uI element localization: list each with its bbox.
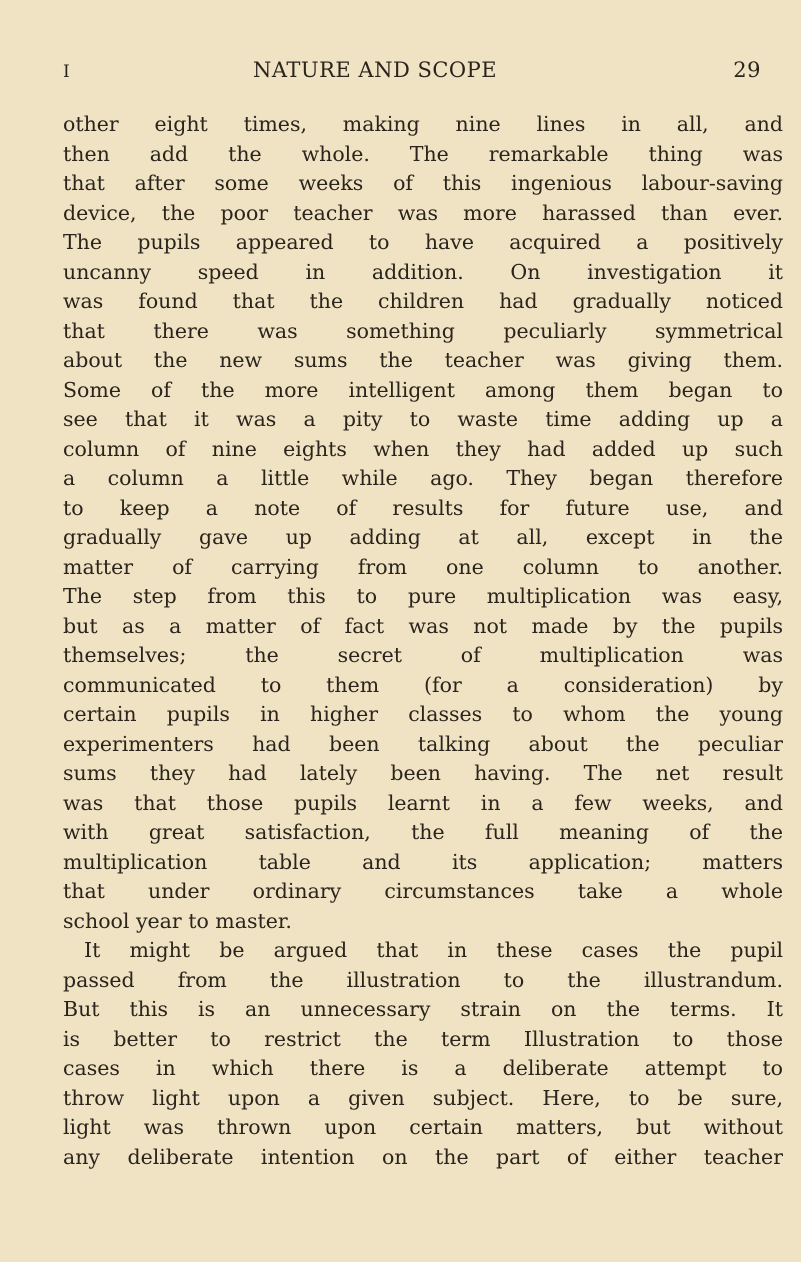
text-line: light was thrown upon certain matters, but without [63,1115,783,1139]
text-line: then add the whole. The remarkable thing was [63,141,783,166]
text-line: device, the poor teacher was more harassed than ever. [63,200,783,225]
page-number: 29 [733,58,761,82]
text-line: The step from this to pure multiplication was easy, [63,584,783,608]
text-line: communicated to them (for a consideration) by [63,672,783,697]
text-line: cases in which there is a deliberate attempt to [63,1056,783,1080]
text-line: is better to restrict the term Illustration to those [63,1026,783,1051]
text-line: throw light upon a given subject. Here, to be sure, [63,1085,783,1110]
text-line: matter of carrying from one column to another. [63,554,783,579]
text-line: Some of the more intelligent among them began to [63,377,783,402]
text-line: certain pupils in higher classes to whom the young [63,702,783,726]
text-line: that there was something peculiarly symmetrical [63,318,783,343]
page-header [63,58,761,88]
text-line: was that those pupils learnt in a few weeks, and [63,790,783,815]
text-line: about the new sums the teacher was giving them. [63,348,783,372]
text-line: The pupils appeared to have acquired a positively [63,230,783,254]
text-line: was found that the children had gradually noticed [63,289,783,313]
text-line: column of nine eights when they had added up such [63,436,783,461]
text-line: school year to master. [63,908,292,933]
body-text [63,110,783,1172]
text-line: a column a little while ago. They began therefore [63,466,783,490]
text-line: themselves; the secret of multiplication was [63,643,783,667]
text-line: sums they had lately been having. The net result [63,761,783,785]
text-line: but as a matter of fact was not made by the pupils [63,613,783,638]
chapter-number: I [63,62,71,82]
text-line: uncanny speed in addition. On investigation it [63,259,783,284]
text-line: But this is an unnecessary strain on the terms. It [63,997,783,1021]
text-line: to keep a note of results for future use, and [63,495,783,520]
text-line: other eight times, making nine lines in all, and [63,112,783,136]
running-title: NATURE AND SCOPE [253,58,498,82]
text-line: with great satisfaction, the full meaning of the [63,820,783,844]
text-line: passed from the illustration to the illustrandum. [63,967,783,992]
text-line: It might be argued that in these cases the pupil [84,938,783,962]
text-line: experimenters had been talking about the peculiar [63,731,783,756]
text-line: multiplication table and its application; matters [63,849,783,874]
text-line: any deliberate intention on the part of either teacher [63,1144,783,1169]
text-line: that under ordinary circumstances take a whole [63,879,783,903]
text-line: see that it was a pity to waste time adding up a [63,407,783,431]
text-line: gradually gave up adding at all, except in the [63,525,783,549]
text-line: that after some weeks of this ingenious labour-saving [63,171,783,195]
